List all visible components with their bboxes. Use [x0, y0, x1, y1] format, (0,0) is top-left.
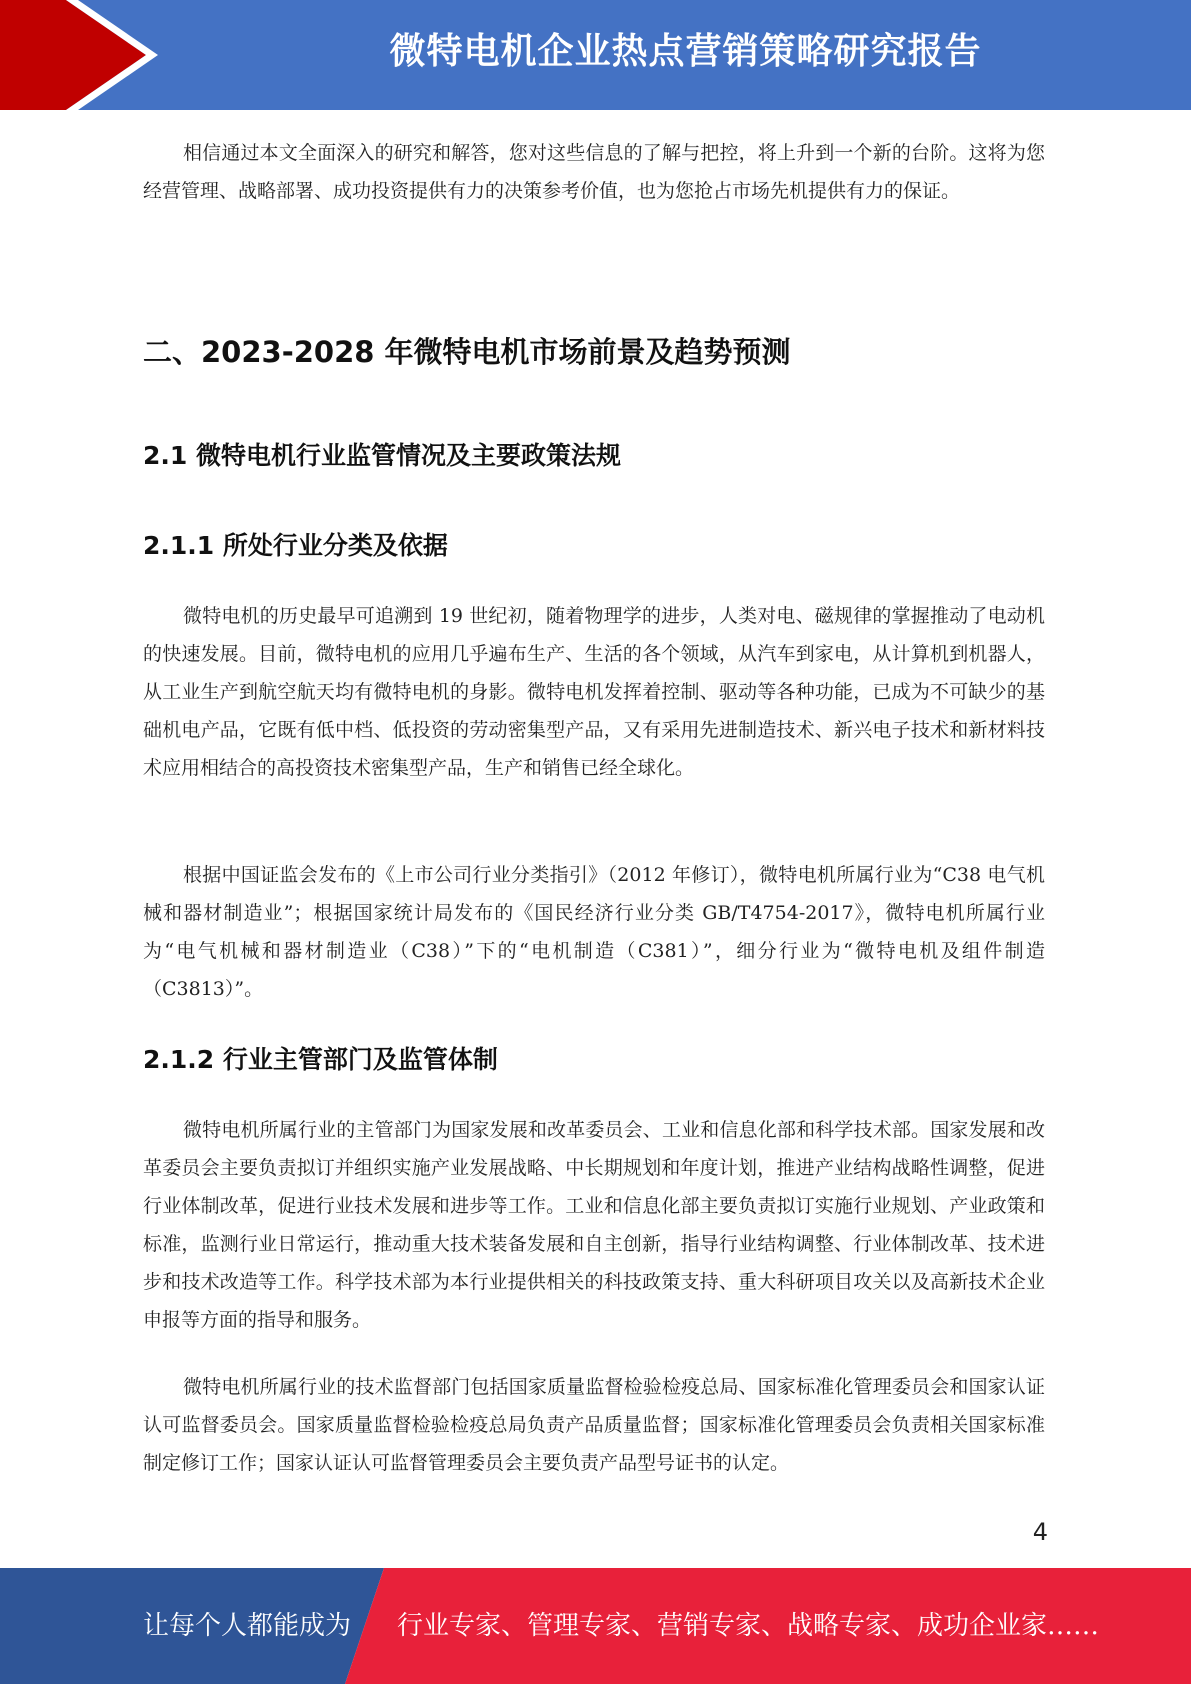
section-heading: 二、2023-2028 年微特电机市场前景及趋势预测	[143, 335, 791, 369]
intro-section	[143, 134, 1045, 210]
subsection-heading-2-1-1: 2.1.1 所处行业分类及依据	[143, 531, 448, 560]
paragraph: 微特电机所属行业的技术监督部门包括国家质量监督检验检疫总局、国家标准化管理委员会和国家认证认可监督委员会。国家质量监督检验检疫总局负责产品质量监督；国家标准化管理委员会负责相关国家标准制定修订工作；国家认证认可监督管理委员会主要负责产品型号证书的认定。	[143, 1376, 1045, 1474]
header-arrow-icon	[0, 0, 160, 110]
footer-slogan-right: 行业专家、管理专家、营销专家、战略专家、成功企业家……	[397, 1611, 1100, 1641]
page-header	[0, 0, 1191, 110]
section-2-1-1-body	[143, 597, 1045, 787]
subsection-heading-2-1: 2.1 微特电机行业监管情况及主要政策法规	[143, 441, 621, 470]
report-title: 微特电机企业热点营销策略研究报告	[389, 31, 982, 72]
paragraph: 根据中国证监会发布的《上市公司行业分类指引》（2012 年修订），微特电机所属行业为“C38 电气机械和器材制造业”；根据国家统计局发布的《国民经济行业分类 GB/T4754-2017》，微特电机所属行业为“电气机械和器材制造业（C38）”下的“电机制造（C381）”，细分行业为“微特电机及组件制造（C3813）”。	[143, 864, 1045, 1000]
paragraph: 微特电机的历史最早可追溯到 19 世纪初，随着物理学的进步，人类对电、磁规律的掌握推动了电动机的快速发展。目前，微特电机的应用几乎遍布生产、生活的各个领域，从汽车到家电，从计算机到机器人，从工业生产到航空航天均有微特电机的身影。微特电机发挥着控制、驱动等各种功能，已成为不可缺少的基础机电产品，它既有低中档、低投资的劳动密集型产品，又有采用先进制造技术、新兴电子技术和新材料技术应用相结合的高投资技术密集型产品，生产和销售已经全球化。	[143, 605, 1045, 779]
footer-slogan-left: 让每个人都能成为	[143, 1611, 352, 1641]
paragraph: 微特电机所属行业的主管部门为国家发展和改革委员会、工业和信息化部和科学技术部。国家发展和改革委员会主要负责拟订并组织实施产业发展战略、中长期规划和年度计划，推进产业结构战略性调整，促进行业体制改革，促进行业技术发展和进步等工作。工业和信息化部主要负责拟订实施行业规划、产业政策和标准，监测行业日常运行，推动重大技术装备发展和自主创新，指导行业结构调整、行业体制改革、技术进步和技术改造等工作。科学技术部为本行业提供相关的科技政策支持、重大科研项目攻关以及高新技术企业申报等方面的指导和服务。	[143, 1119, 1045, 1331]
page-number: 4	[1032, 1518, 1048, 1546]
intro-paragraph: 相信通过本文全面深入的研究和解答，您对这些信息的了解与把控，将上升到一个新的台阶。这将为您经营管理、战略部署、成功投资提供有力的决策参考价值，也为您抢占市场先机提供有力的保证。	[143, 142, 1045, 202]
section-2-1-1-body-2	[143, 856, 1045, 1008]
section-2-1-2-body	[143, 1111, 1045, 1339]
subsection-heading-2-1-2: 2.1.2 行业主管部门及监管体制	[143, 1045, 498, 1074]
page-footer	[0, 1568, 1191, 1684]
section-2-1-2-body-2	[143, 1368, 1045, 1482]
